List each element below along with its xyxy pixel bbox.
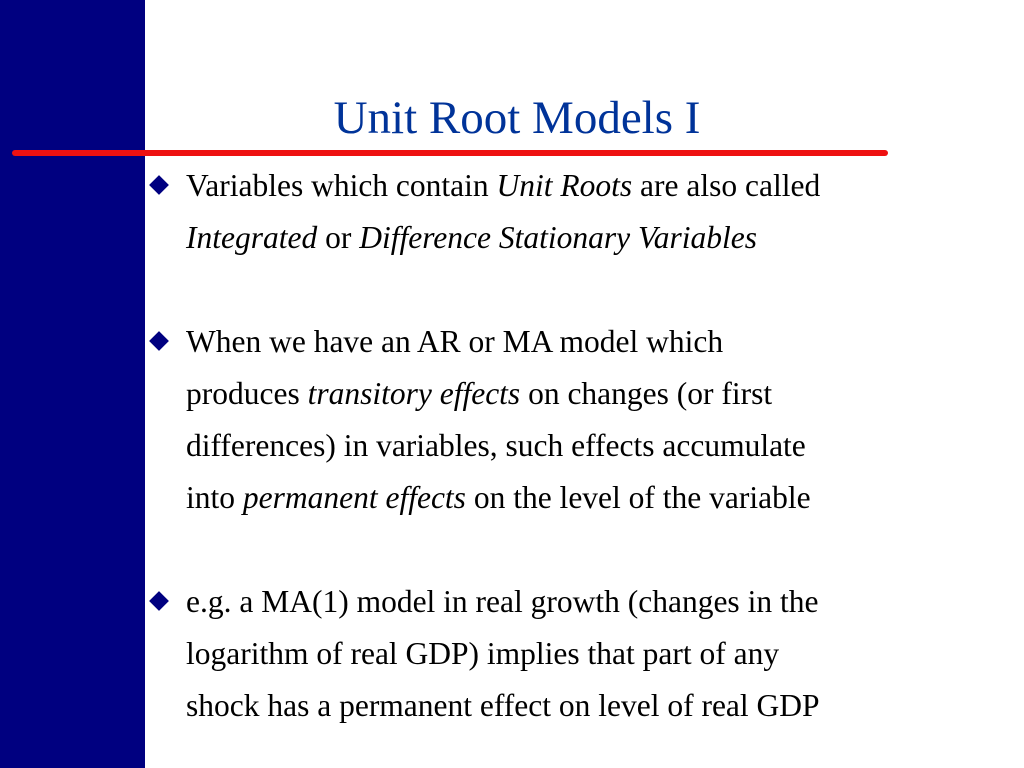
bullet-line [186, 212, 1018, 264]
bullet-text: or [317, 220, 360, 255]
bullet-text: e.g. a MA(1) model in real growth (changes in the [186, 584, 819, 619]
bullet-line [186, 628, 1018, 680]
diamond-bullet-icon [149, 175, 169, 195]
diamond-bullet-icon [149, 591, 169, 611]
bullet-line [186, 316, 1018, 368]
bullet-text: are also called [632, 168, 821, 203]
bullet-text: on changes (or first [520, 376, 773, 411]
bullet-line [186, 472, 1018, 524]
title-underline-rule [12, 150, 888, 156]
bullet-text: differences) in variables, such effects accumulate [186, 428, 806, 463]
bullet-text: shock has a permanent effect on level of real GDP [186, 688, 820, 723]
italic-term: transitory effects [307, 376, 521, 411]
bullet-list [148, 160, 1018, 732]
bullet-text: Variables which contain [186, 168, 497, 203]
bullet-text: into [186, 480, 243, 515]
bullet-text: logarithm of real GDP) implies that part of any [186, 636, 780, 671]
left-sidebar-band [0, 0, 145, 768]
bullet-text: produces [186, 376, 308, 411]
slide-title: Unit Root Models I [333, 92, 701, 144]
bullet-line [186, 576, 1018, 628]
bullet-line [186, 368, 1018, 420]
diamond-bullet-icon [149, 331, 169, 351]
bullet-item-ar-ma-model [148, 316, 1018, 524]
italic-term: permanent effects [242, 480, 466, 515]
bullet-text: When we have an AR or MA model which [186, 324, 724, 359]
bullet-line [186, 680, 1018, 732]
bullet-line [186, 160, 1018, 212]
italic-term: Unit Roots [496, 168, 633, 203]
bullet-item-ma1-example [148, 576, 1018, 732]
italic-term: Difference Stationary Variables [359, 220, 757, 255]
bullet-text: on the level of the variable [465, 480, 811, 515]
italic-term: Integrated [186, 220, 318, 255]
bullet-line [186, 420, 1018, 472]
bullet-item-unit-roots [148, 160, 1018, 264]
